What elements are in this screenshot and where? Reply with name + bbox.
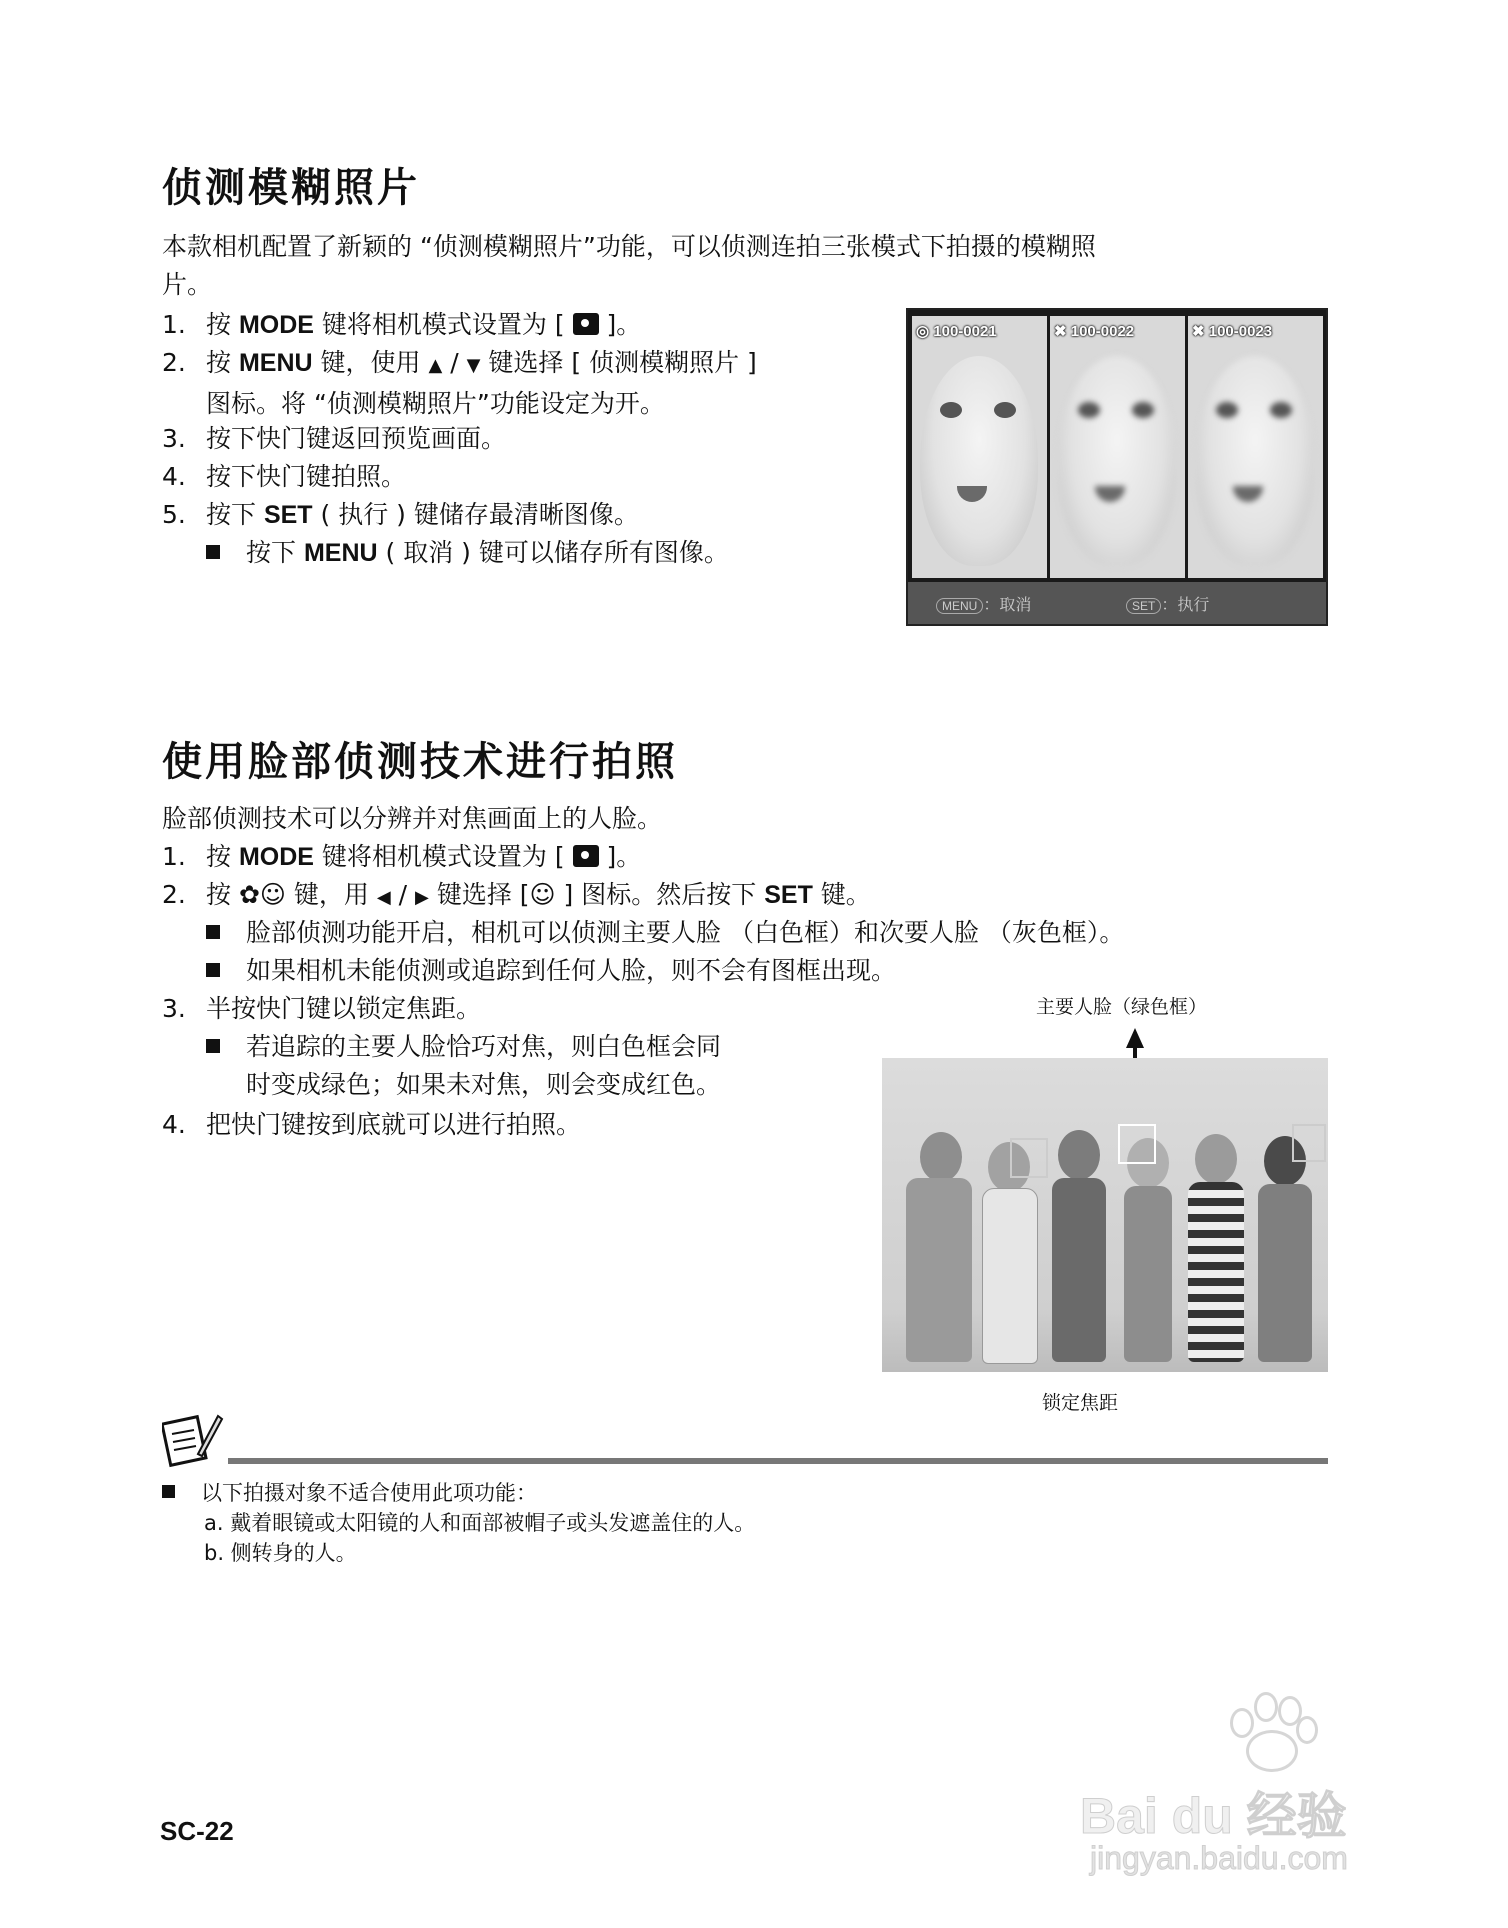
- menu-key: MENU: [303, 539, 378, 567]
- bullet-icon: [206, 545, 220, 559]
- blur-detection-screen: [906, 308, 1328, 626]
- step-number: 4.: [162, 1110, 186, 1139]
- camera-mode-icon: [573, 313, 599, 335]
- watermark-brand: Bai du 经验: [1080, 1788, 1347, 1844]
- caption-focus-locked: 锁定焦距: [1042, 1392, 1119, 1414]
- child-head: [1058, 1130, 1100, 1180]
- menu-key: MENU: [238, 349, 313, 377]
- bullet-icon: [162, 1485, 175, 1498]
- child-figure: [1184, 1114, 1248, 1362]
- eye: [1216, 402, 1238, 418]
- screen-status-bar: [908, 582, 1326, 624]
- child-body: [1188, 1182, 1244, 1362]
- step-text: 若追踪的主要人脸恰巧对焦，则白色框会同: [246, 1032, 722, 1061]
- menu-key-badge: MENU: [936, 598, 983, 614]
- photo-frame-3: [1188, 316, 1323, 578]
- step-text: 按: [206, 880, 239, 909]
- step-text: ]。: [598, 842, 642, 871]
- eye: [940, 402, 962, 418]
- paw-logo-icon: [1220, 1690, 1320, 1770]
- child-body: [906, 1178, 972, 1362]
- step-2: [162, 344, 757, 423]
- bullet-icon: [206, 925, 220, 939]
- set-execute-hint: SET ：执行: [1126, 592, 1209, 615]
- up-arrow-pointer-icon: [1126, 1028, 1144, 1048]
- step-text: 按下: [206, 500, 264, 529]
- mode-key: MODE: [238, 843, 314, 871]
- child-body: [1258, 1184, 1312, 1362]
- macro-face-icon: ✿☺: [238, 880, 286, 909]
- camera-mode-icon: [573, 845, 599, 867]
- baby-face: [920, 356, 1038, 566]
- up-arrow-icon: [428, 348, 442, 377]
- note-line-2: a. 戴着眼镜或太阳镜的人和面部被帽子或头发遮盖住的人。: [204, 1511, 756, 1535]
- step-text: 时变成绿色；如果未对焦，则会变成红色。: [246, 1070, 722, 1099]
- child-figure: [904, 1112, 974, 1362]
- child-body: [1124, 1186, 1172, 1362]
- watermark-url: jingyan.baidu.com: [1090, 1840, 1348, 1876]
- step-text: 键，用: [285, 880, 377, 909]
- step-text: 按: [206, 310, 239, 339]
- step-text: 如果相机未能侦测或追踪到任何人脸，则不会有图框出现。: [246, 956, 897, 985]
- step-text: 键，使用: [312, 348, 429, 377]
- fd-step-1: [162, 838, 641, 876]
- step-text: 把快门键按到底就可以进行拍照。: [206, 1110, 582, 1139]
- note-line-3: b. 侧转身的人。: [204, 1541, 357, 1565]
- child-body: [1052, 1178, 1106, 1362]
- step-text: ]。: [598, 310, 642, 339]
- step-number: 3.: [162, 424, 186, 453]
- left-arrow-icon: [377, 880, 391, 909]
- step-number: 2.: [162, 880, 186, 909]
- secondary-face-frame: [1010, 1138, 1048, 1178]
- photo-frame-2: [1050, 316, 1185, 578]
- children-photo: [882, 1058, 1328, 1372]
- fd-step-3-sub: [206, 1028, 721, 1104]
- step-5-sub: [206, 534, 729, 572]
- separator: /: [442, 348, 467, 377]
- step-number: 4.: [162, 462, 186, 491]
- step-text: 半按快门键以锁定焦距。: [206, 994, 482, 1023]
- step-1: [162, 306, 641, 344]
- primary-face-frame: [1118, 1124, 1156, 1164]
- eye: [1270, 402, 1292, 418]
- section-title-face-detection: 使用脸部侦测技术进行拍照: [162, 739, 678, 785]
- fd-step-3: [162, 990, 481, 1028]
- eye: [1132, 402, 1154, 418]
- fd-step-2: [162, 876, 871, 917]
- step-text: 按: [206, 348, 239, 377]
- step-4: [162, 458, 406, 496]
- fd-step-2-sub-1: [206, 914, 1124, 952]
- set-key: SET: [764, 881, 813, 909]
- secondary-face-frame: [1292, 1124, 1326, 1162]
- step-3: [162, 420, 506, 458]
- note-divider: [228, 1458, 1328, 1464]
- step-number: 2.: [162, 348, 186, 377]
- step-text: 脸部侦测功能开启，相机可以侦测主要人脸 （白色框）和次要人脸 （灰色框）。: [246, 918, 1125, 947]
- mode-key: MODE: [238, 311, 314, 339]
- note-pad-icon: [162, 1410, 224, 1468]
- caption-primary-face: 主要人脸（绿色框）: [1036, 996, 1208, 1018]
- intro-paragraph: [162, 228, 1096, 304]
- child-head: [920, 1132, 962, 1182]
- frame-label: ✖ 100-0023: [1192, 323, 1273, 340]
- intro-line-2: 片。: [162, 270, 213, 299]
- step-text: 按: [206, 842, 239, 871]
- eye: [1078, 402, 1100, 418]
- photo-frame-1: [912, 316, 1047, 578]
- step-number: 3.: [162, 994, 186, 1023]
- step-text: 键选择 [ 侦测模糊照片 ]: [480, 348, 757, 377]
- step-2-line-2: 图标。将 “侦测模糊照片”功能设定为开。: [206, 389, 665, 418]
- note-line-1: 以下拍摄对象不适合使用此项功能：: [162, 1478, 537, 1508]
- right-arrow-icon: [415, 880, 429, 909]
- intro-line-1: 本款相机配置了新颖的 “侦测模糊照片”功能，可以侦测连拍三张模式下拍摄的模糊照: [162, 232, 1096, 261]
- step-text: 键将相机模式设置为 [: [313, 842, 565, 871]
- menu-cancel-hint: MENU ：取消: [936, 592, 1031, 615]
- baidu-watermark: [1070, 1690, 1490, 1890]
- step-text: 按下快门键拍照。: [206, 462, 407, 491]
- step-text: ] 图标。然后按下: [555, 880, 765, 909]
- step-text: 按下: [246, 538, 304, 567]
- child-body: [982, 1188, 1038, 1364]
- down-arrow-icon: [467, 348, 481, 377]
- separator: /: [390, 880, 416, 909]
- face-detect-icon: ☺: [529, 880, 556, 909]
- step-number: 1.: [162, 310, 186, 339]
- frame-label: ✖ 100-0022: [1054, 323, 1135, 340]
- section-title-blur-detection: 侦测模糊照片: [162, 165, 420, 211]
- step-text: 按下快门键返回预览画面。: [206, 424, 507, 453]
- step-text: ( 取消 ) 键可以储存所有图像。: [377, 538, 729, 567]
- frame-label: ◎ 100-0021: [916, 323, 997, 340]
- step-number: 1.: [162, 842, 186, 871]
- step-number: 5.: [162, 500, 186, 529]
- fd-step-2-sub-2: [206, 952, 896, 990]
- step-text: 键将相机模式设置为 [: [313, 310, 565, 339]
- page-number: SC-22: [160, 1816, 234, 1846]
- step-text: 键选择 [: [428, 880, 530, 909]
- eye: [994, 402, 1016, 418]
- step-5: [162, 496, 639, 534]
- set-key-badge: SET: [1126, 598, 1161, 614]
- child-head: [1195, 1134, 1237, 1184]
- bullet-icon: [206, 963, 220, 977]
- baby-face: [1058, 356, 1176, 566]
- step-text: ( 执行 ) 键储存最清晰图像。: [312, 500, 639, 529]
- fd-step-4: [162, 1106, 581, 1144]
- face-intro: 脸部侦测技术可以分辨并对焦画面上的人脸。: [162, 804, 663, 833]
- baby-face: [1196, 356, 1314, 566]
- bullet-icon: [206, 1039, 220, 1053]
- step-text: 键。: [812, 880, 871, 909]
- child-figure: [1046, 1100, 1112, 1362]
- set-key: SET: [263, 501, 313, 529]
